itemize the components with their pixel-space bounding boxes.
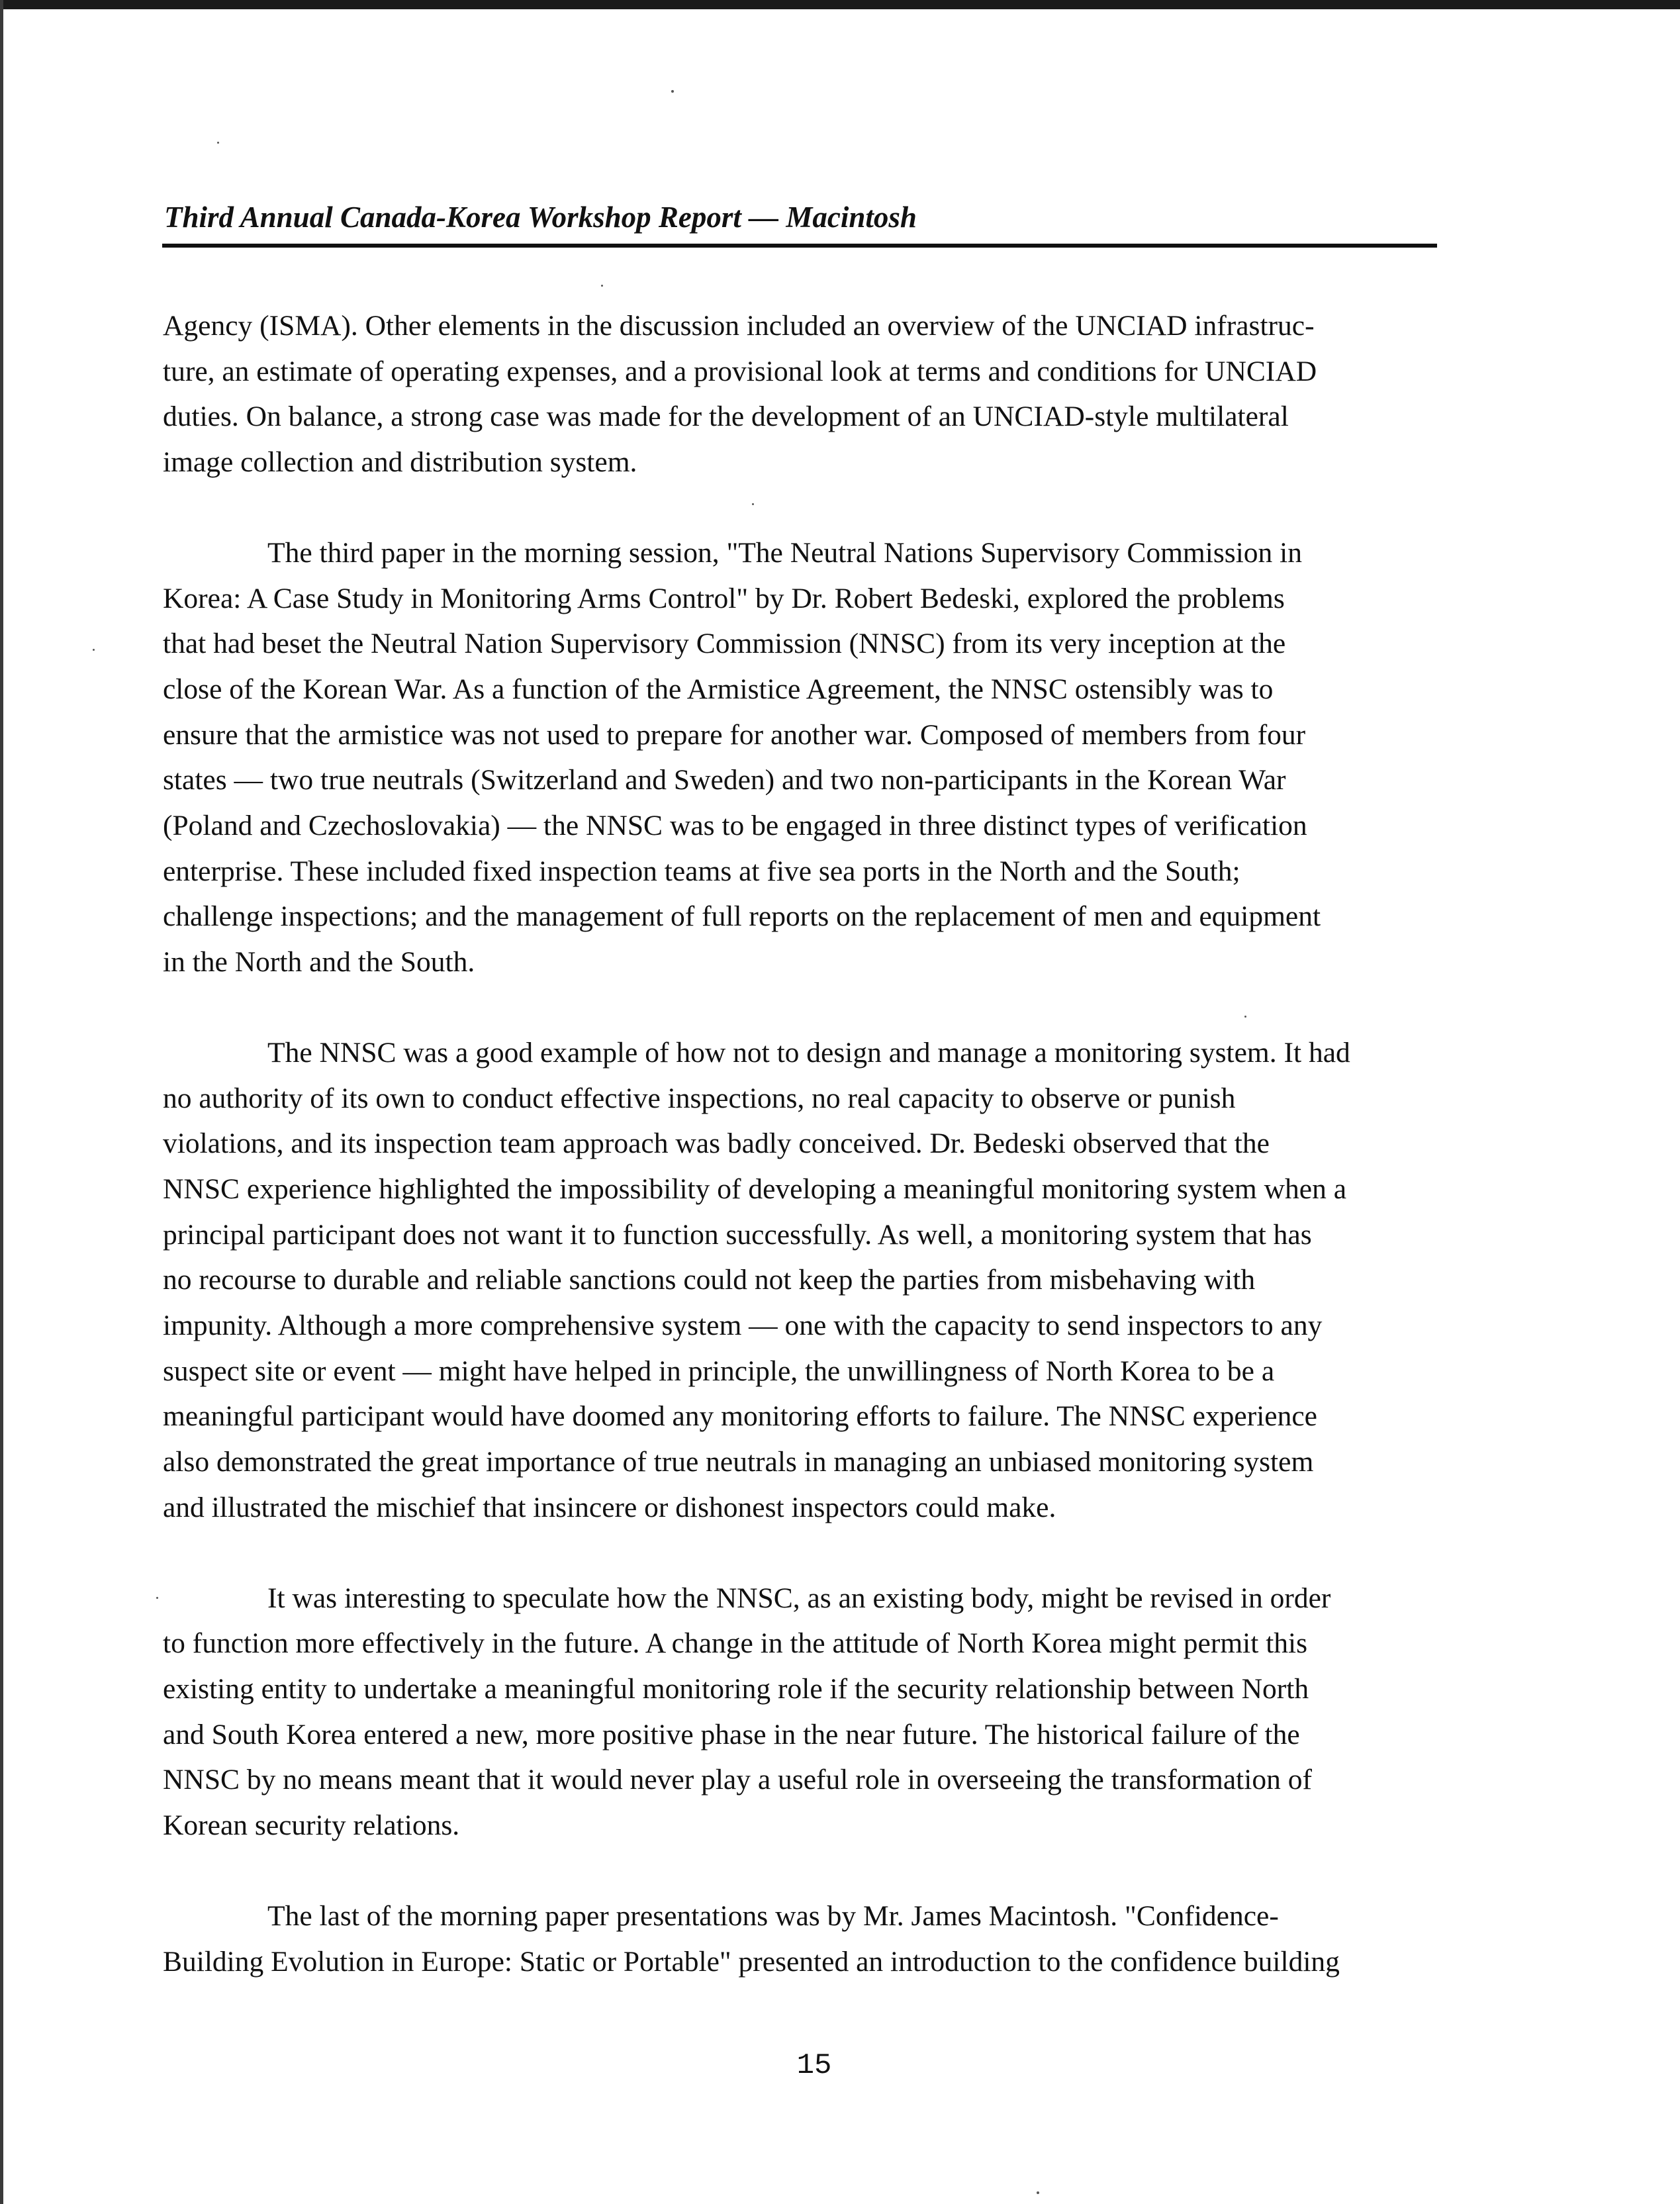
text-line: duties. On balance, a strong case was made for the development of an UNCIAD-style multilateral <box>163 401 1289 433</box>
scan-speck <box>671 90 674 93</box>
running-header: Third Annual Canada-Korea Workshop Report — Macintosh <box>164 201 917 234</box>
text-line: no authority of its own to conduct effective inspections, no real capacity to observe or punish <box>163 1082 1236 1114</box>
text-line: to function more effectively in the future. A change in the attitude of North Korea might permit this <box>163 1627 1308 1660</box>
text-line: impunity. Although a more comprehensive system — one with the capacity to send inspectors to any <box>163 1310 1323 1342</box>
paragraph-2 <box>163 530 1480 985</box>
page-number: 15 <box>796 2049 832 2082</box>
text-line: NNSC by no means meant that it would never play a useful role in overseeing the transformation of <box>163 1764 1312 1796</box>
scan-speck <box>1244 1016 1246 1018</box>
scan-speck <box>217 142 219 144</box>
text-line: and South Korea entered a new, more positive phase in the near future. The historical failure of the <box>163 1718 1300 1750</box>
scan-speck <box>93 649 95 651</box>
text-line: Agency (ISMA). Other elements in the discussion included an overview of the UNCIAD infrastruc- <box>163 310 1315 342</box>
scan-speck <box>1037 2191 1039 2194</box>
text-line: enterprise. These included fixed inspection teams at five sea ports in the North and the South; <box>163 855 1240 887</box>
text-line: challenge inspections; and the management of full reports on the replacement of men and equipment <box>163 900 1321 933</box>
text-line: The NNSC was a good example of how not to design and manage a monitoring system. It had <box>267 1036 1350 1069</box>
text-line: image collection and distribution system. <box>163 446 637 479</box>
body-text <box>163 303 1480 2029</box>
paragraph-1 <box>163 303 1480 485</box>
text-line: in the North and the South. <box>163 946 475 979</box>
text-line: suspect site or event — might have helped in principle, the unwillingness of North Korea to be a <box>163 1355 1275 1387</box>
scan-speck <box>752 503 754 505</box>
text-line: The last of the morning paper presentations was by Mr. James Macintosh. "Confidence- <box>267 1899 1279 1932</box>
text-line: also demonstrated the great importance of true neutrals in managing an unbiased monitoring system <box>163 1446 1314 1478</box>
text-line: It was interesting to speculate how the NNSC, as an existing body, might be revised in order <box>267 1582 1331 1614</box>
text-line: (Poland and Czechoslovakia) — the NNSC was to be engaged in three distinct types of verification <box>163 810 1307 842</box>
text-line: violations, and its inspection team approach was badly conceived. Dr. Bedeski observed that the <box>163 1127 1270 1160</box>
text-line: ensure that the armistice was not used to prepare for another war. Composed of members from four <box>163 718 1306 751</box>
text-line: close of the Korean War. As a function of the Armistice Agreement, the NNSC ostensibly was to <box>163 673 1274 705</box>
text-line: no recourse to durable and reliable sanctions could not keep the parties from misbehaving with <box>163 1264 1256 1296</box>
paragraph-4 <box>163 1576 1480 1848</box>
header-rule <box>162 244 1437 248</box>
text-line: NNSC experience highlighted the impossibility of developing a meaningful monitoring system when a <box>163 1173 1347 1205</box>
scan-speck <box>601 285 603 287</box>
paragraph-5 <box>163 1893 1480 1984</box>
text-line: Korean security relations. <box>163 1809 460 1842</box>
text-line: meaningful participant would have doomed any monitoring efforts to failure. The NNSC experience <box>163 1400 1317 1433</box>
text-line: Korea: A Case Study in Monitoring Arms Control" by Dr. Robert Bedeski, explored the problems <box>163 582 1285 614</box>
text-line: existing entity to undertake a meaningful monitoring role if the security relationship between North <box>163 1672 1309 1705</box>
scan-speck <box>156 1597 158 1599</box>
scan-left-edge <box>0 0 3 2204</box>
paragraph-3 <box>163 1030 1480 1531</box>
text-line: principal participant does not want it to function successfully. As well, a monitoring system that has <box>163 1218 1312 1251</box>
text-line: ture, an estimate of operating expenses, and a provisional look at terms and conditions for UNCIAD <box>163 355 1317 387</box>
scan-top-edge <box>0 0 1680 9</box>
text-line: that had beset the Neutral Nation Supervisory Commission (NNSC) from its very inception at the <box>163 628 1286 660</box>
text-line: The third paper in the morning session, "The Neutral Nations Supervisory Commission in <box>267 536 1303 569</box>
text-line: Building Evolution in Europe: Static or Portable" presented an introduction to the confidence building <box>163 1945 1340 1978</box>
text-line: states — two true neutrals (Switzerland and Sweden) and two non-participants in the Korean War <box>163 764 1286 796</box>
text-line: and illustrated the mischief that insincere or dishonest inspectors could make. <box>163 1491 1056 1523</box>
